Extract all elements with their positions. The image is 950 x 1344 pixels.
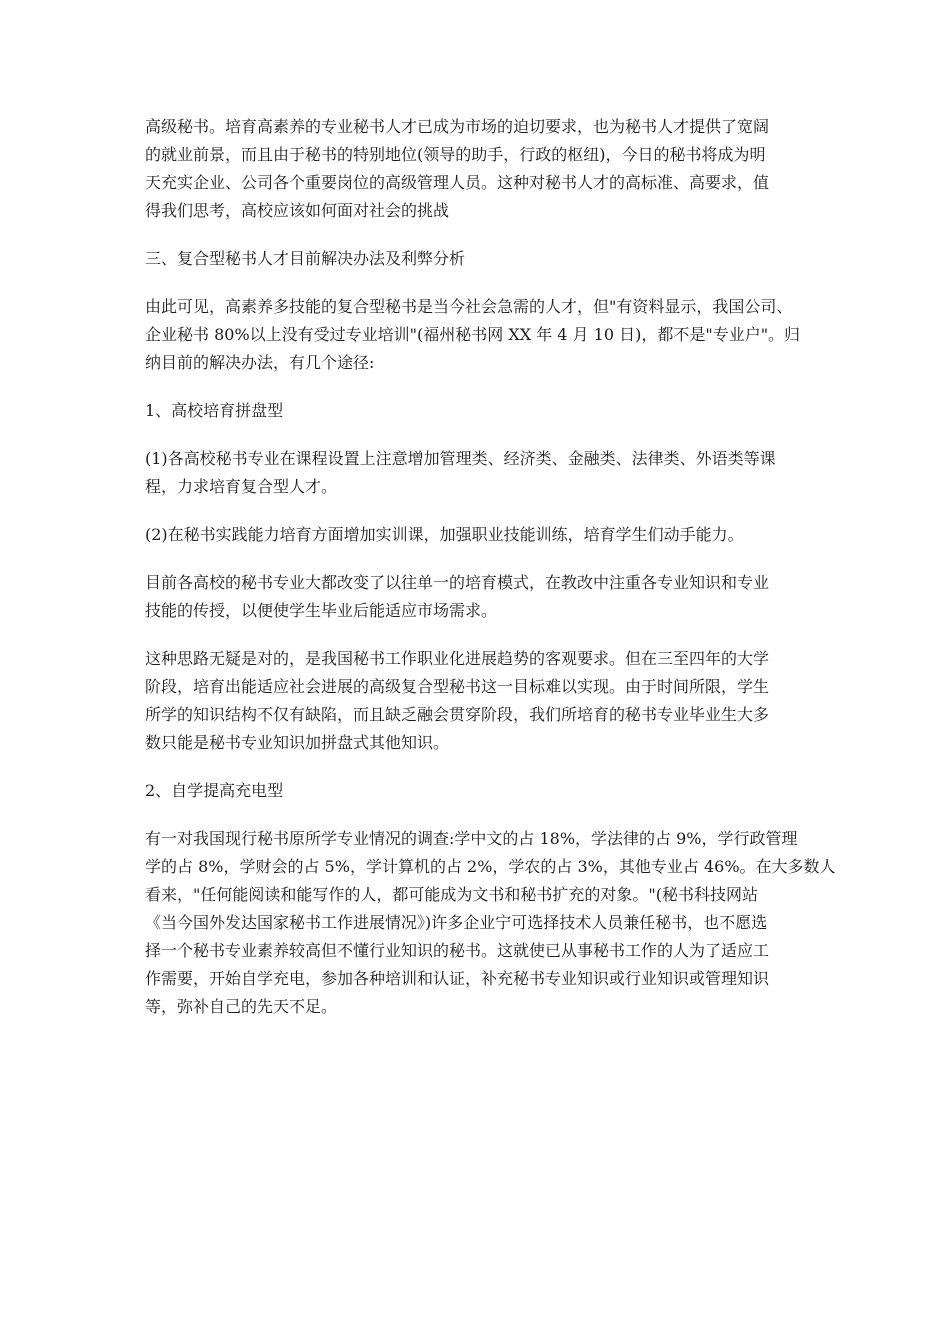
- text-line: 企业秘书 80%以上没有受过专业培训"(福州秘书网 XX 年 4 月 10 日)，都不是"专业户"。归: [145, 325, 801, 344]
- text-line: 得我们思考，高校应该如何面对社会的挑战: [145, 201, 450, 220]
- heading-line: 三、复合型秘书人才目前解决办法及利弊分析: [145, 249, 466, 268]
- text-line: 择一个秘书专业素养较高但不懂行业知识的秘书。这就使已从事秘书工作的人为了适应工: [145, 941, 770, 960]
- subheading-1: [145, 397, 825, 425]
- text-line: 《当今国外发达国家秘书工作进展情况》)许多企业宁可选择技术人员兼任秘书，也不愿选: [145, 913, 768, 932]
- text-line: 高级秘书。培育高素养的专业秘书人才已成为市场的迫切要求，也为秘书人才提供了宽阔: [145, 117, 770, 136]
- text-line: 有一对我国现行秘书原所学专业情况的调查:学中文的占 18%，学法律的占 9%，学行政管理: [145, 829, 798, 848]
- text-line: 这种思路无疑是对的，是我国秘书工作职业化进展趋势的客观要求。但在三至四年的大学: [145, 649, 770, 668]
- paragraph-survey: [145, 825, 836, 1021]
- text-line: 程，力求培育复合型人才。: [145, 477, 338, 496]
- text-line: 目前各高校的秘书专业大都改变了以往单一的培育模式，在教改中注重各专业知识和专业: [145, 573, 770, 592]
- text-line: 天充实企业、公司各个重要岗位的高级管理人员。这种对秘书人才的高标准、高要求，值: [145, 173, 770, 192]
- text-line: 所学的知识结构不仅有缺陷，而且缺乏融会贯穿阶段，我们所培育的秘书专业毕业生大多: [145, 705, 770, 724]
- document-body: [145, 113, 836, 1021]
- text-line: 学的占 8%，学财会的占 5%，学计算机的占 2%，学农的占 3%，其他专业占 46%。在大多数人: [145, 857, 836, 876]
- text-line: (1)各高校秘书专业在课程设置上注意增加管理类、经济类、金融类、法律类、外语类等课: [145, 449, 776, 468]
- paragraph-analysis: [145, 645, 825, 757]
- section-heading-3: [145, 245, 825, 273]
- subheading-2: [145, 777, 825, 805]
- text-line: 阶段，培育出能适应社会进展的高级复合型秘书这一目标难以实现。由于时间所限，学生: [145, 677, 770, 696]
- text-line: 看来，"任何能阅读和能写作的人，都可能成为文书和秘书扩充的对象。"(秘书科技网站: [145, 885, 758, 904]
- text-line: 等，弥补自己的先天不足。: [145, 997, 338, 1016]
- text-line: (2)在秘书实践能力培育方面增加实训课，加强职业技能训练，培育学生们动手能力。: [145, 525, 744, 544]
- paragraph-reform: [145, 569, 825, 625]
- paragraph-intro-continuation: [145, 113, 825, 225]
- text-line: 纳目前的解决办法，有几个途径:: [145, 353, 375, 372]
- text-line: 数只能是秘书专业知识加拼盘式其他知识。: [145, 733, 450, 752]
- heading-line: 1、高校培育拼盘型: [145, 401, 284, 420]
- text-line: 作需要，开始自学充电，参加各种培训和认证，补充秘书专业知识或行业知识或管理知识: [145, 969, 770, 988]
- text-line: 由此可见，高素养多技能的复合型秘书是当今社会急需的人才，但"有资料显示，我国公司、: [145, 297, 793, 316]
- paragraph-summary: [145, 293, 825, 377]
- text-line: 的就业前景，而且由于秘书的特别地位(领导的助手，行政的枢纽)，今日的秘书将成为明: [145, 145, 766, 164]
- paragraph-item-2: [145, 521, 825, 549]
- text-line: 技能的传授，以便使学生毕业后能适应市场需求。: [145, 601, 498, 620]
- paragraph-item-1: [145, 445, 825, 501]
- heading-line: 2、自学提高充电型: [145, 781, 284, 800]
